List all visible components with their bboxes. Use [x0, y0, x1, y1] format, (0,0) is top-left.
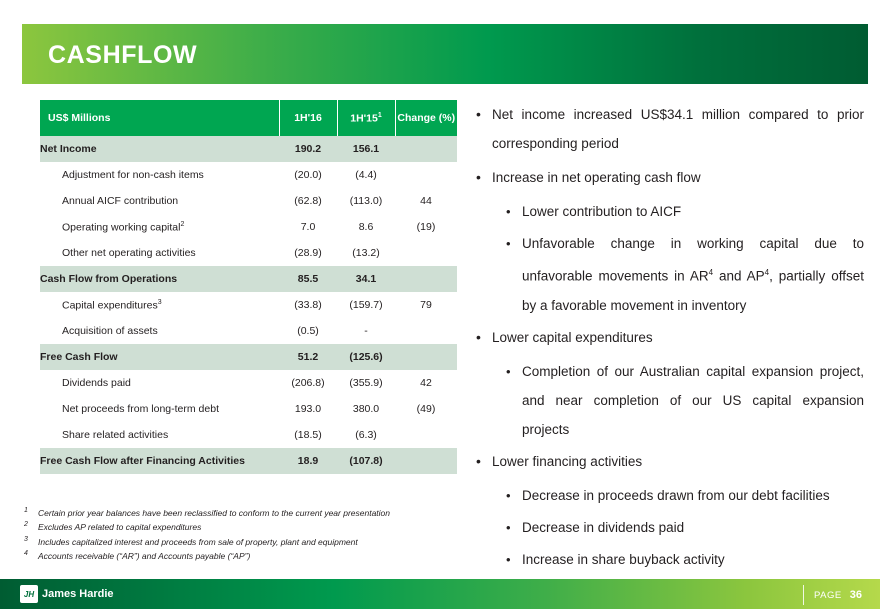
footnote-number: 3	[24, 535, 28, 543]
footnote-number: 1	[24, 507, 28, 514]
page-label: PAGE	[814, 589, 842, 601]
table-header-row	[40, 100, 457, 136]
footnote-text: Accounts receivable (“AR”) and Accounts payable (“AP”)	[38, 550, 251, 561]
row-value-3	[395, 162, 457, 188]
row-label: Free Cash Flow after Financing Activities	[40, 448, 279, 474]
row-value-1: (28.9)	[279, 240, 337, 266]
row-value-3	[395, 422, 457, 448]
table-row	[40, 370, 457, 396]
row-value-3	[395, 240, 457, 266]
row-value-1: 85.5	[279, 266, 337, 292]
logo	[20, 584, 114, 604]
table-header	[40, 100, 457, 136]
bullet-level-1: • Lower financing activities	[474, 447, 864, 476]
row-value-2: (355.9)	[337, 370, 395, 396]
row-value-2: (125.6)	[337, 344, 395, 370]
row-value-1: (20.0)	[279, 162, 337, 188]
row-label: Annual AICF contribution	[40, 188, 279, 214]
table-row	[40, 422, 457, 448]
footer-band	[0, 579, 880, 609]
row-label: Capital expenditures$^3$	[40, 292, 279, 318]
row-label: Net proceeds from long-term debt	[40, 396, 279, 422]
row-value-1: (206.8)	[279, 370, 337, 396]
row-value-1: (33.8)	[279, 292, 337, 318]
row-value-3	[395, 318, 457, 344]
table-row	[40, 344, 457, 370]
table-row	[40, 214, 457, 240]
row-value-1: 18.9	[279, 448, 337, 474]
row-value-2: (13.2)	[337, 240, 395, 266]
row-value-1: (18.5)	[279, 422, 337, 448]
row-label: Dividends paid	[40, 370, 279, 396]
footnote-marker: 3	[157, 298, 162, 306]
row-value-3	[395, 136, 457, 162]
row-value-1: 193.0	[279, 396, 337, 422]
row-value-3: (49)	[395, 396, 457, 422]
footnote-number: 2	[24, 521, 28, 529]
table-row	[40, 240, 457, 266]
row-label: Cash Flow from Operations	[40, 266, 279, 292]
row-value-2: (159.7)	[337, 292, 395, 318]
row-value-3	[395, 266, 457, 292]
row-value-1: 190.2	[279, 136, 337, 162]
bullet-level-2: • Lower contribution to AICF	[474, 197, 864, 226]
footnote-text: Certain prior year balances have been reclassified to conform to the current year presentation	[38, 507, 390, 518]
row-label: Free Cash Flow	[40, 344, 279, 370]
table-row	[40, 162, 457, 188]
footnote-text: Excludes AP related to capital expenditures	[38, 522, 202, 533]
row-label: Net Income	[40, 136, 279, 162]
james-hardie-logo-icon	[20, 585, 38, 603]
page-title: CASHFLOW	[48, 41, 198, 69]
bullet-level-2: • Increase in share buyback activity	[474, 545, 864, 574]
row-value-2: (107.8)	[337, 448, 395, 474]
footnote-text: Includes capitalized interest and proceeds from sale of property, plant and equipment	[38, 536, 358, 547]
page-indicator	[803, 585, 862, 605]
col-header-1h15: $1H'15^1$	[337, 100, 395, 136]
row-value-1: 7.0	[279, 214, 337, 240]
table-body	[40, 136, 457, 474]
footnote	[24, 519, 494, 533]
row-value-2: 34.1	[337, 266, 395, 292]
row-label: Other net operating activities	[40, 240, 279, 266]
footnote-marker-1: 1	[377, 111, 382, 119]
row-label: Acquisition of assets	[40, 318, 279, 344]
footnote-marker: 4	[764, 268, 770, 277]
row-value-2: 8.6	[337, 214, 395, 240]
row-value-3: 44	[395, 188, 457, 214]
row-value-3: (19)	[395, 214, 457, 240]
row-value-3	[395, 344, 457, 370]
page-number: 36	[849, 589, 862, 601]
bullet-level-1: • Net income increased US$34.1 million compared to prior corresponding period	[474, 100, 864, 158]
col-header-units: US$ Millions	[40, 100, 279, 136]
footnote	[24, 548, 494, 562]
table-row	[40, 292, 457, 318]
row-value-3: 79	[395, 292, 457, 318]
row-value-3: 42	[395, 370, 457, 396]
table-row	[40, 448, 457, 474]
col-header-1h16: 1H'16	[279, 100, 337, 136]
table-row	[40, 136, 457, 162]
row-value-3	[395, 448, 457, 474]
cashflow-table-container	[40, 100, 457, 474]
row-label: Operating working capital$^2$	[40, 214, 279, 240]
footnotes	[24, 505, 494, 562]
bullet-level-1: • Increase in net operating cash flow	[474, 163, 864, 192]
table-row	[40, 188, 457, 214]
bullet-list	[474, 100, 864, 577]
row-label: Share related activities	[40, 422, 279, 448]
row-label: Adjustment for non-cash items	[40, 162, 279, 188]
table-row	[40, 318, 457, 344]
company-name: James Hardie	[42, 588, 114, 600]
row-value-1: 51.2	[279, 344, 337, 370]
footnote-marker: 2	[180, 220, 185, 228]
row-value-2: -	[337, 318, 395, 344]
row-value-2: (4.4)	[337, 162, 395, 188]
bullet-level-2: • Decrease in proceeds drawn from our debt facilities	[474, 481, 864, 510]
row-value-2: 156.1	[337, 136, 395, 162]
table-row	[40, 396, 457, 422]
footnote	[24, 505, 494, 519]
bullet-level-1: • Lower capital expenditures	[474, 323, 864, 352]
row-value-2: (113.0)	[337, 188, 395, 214]
row-value-2: 380.0	[337, 396, 395, 422]
cashflow-table	[40, 100, 457, 474]
footnote-marker: 4	[708, 268, 714, 277]
footnote	[24, 534, 494, 548]
col-header-change: Change (%)	[395, 100, 457, 136]
bullet-level-2: • Completion of our Australian capital expansion project, and near completion of our US capital expansion projects	[474, 357, 864, 444]
row-value-1: (0.5)	[279, 318, 337, 344]
row-value-1: (62.8)	[279, 188, 337, 214]
table-row	[40, 266, 457, 292]
bullet-level-2: • Decrease in dividends paid	[474, 513, 864, 542]
row-value-2: (6.3)	[337, 422, 395, 448]
bullet-level-2: • Unfavorable change in working capital due to unfavorable movements in $AR^4$ and $AP^4$, partially offset by a favorable movement in inventory	[474, 229, 864, 320]
footnote-number: 4	[24, 549, 28, 557]
